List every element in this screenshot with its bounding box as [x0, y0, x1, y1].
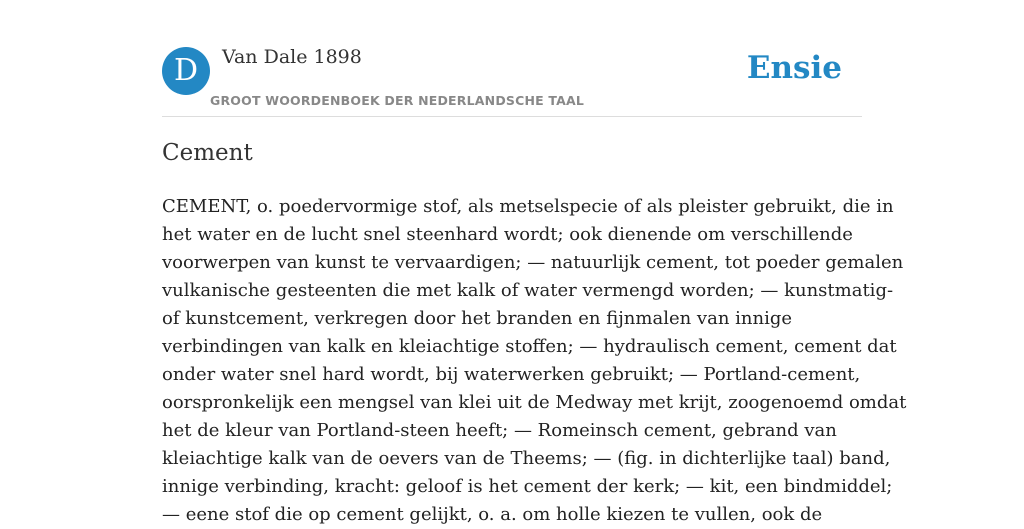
definition-line: oorspronkelijk een mengsel van klei uit de Medway met krijt, zoogenoemd omdat [162, 392, 907, 413]
definition-line: onder water snel hard wordt, bij waterwerken gebruikt; — Portland-cement, [162, 364, 861, 385]
definition-line: verbindingen van kalk en kleiachtige stoffen; — hydraulisch cement, cement dat [162, 336, 897, 357]
dictionary-subtitle: GROOT WOORDENBOEK DER NEDERLANDSCHE TAAL [210, 93, 585, 108]
definition-line: het de kleur van Portland-steen heeft; — Romeinsch cement, gebrand van [162, 420, 837, 441]
definition-line: kleiachtige kalk van de oevers van de Theems; — (fig. in dichterlijke taal) band, [162, 448, 891, 469]
definition-line: CEMENT, o. poedervormige stof, als metselspecie of als pleister gebruikt, die in [162, 196, 894, 217]
definition-line: of kunstcement, verkregen door het branden en fijnmalen van innige [162, 308, 793, 329]
dictionary-header [162, 46, 862, 117]
definition-line: innige verbinding, kracht: geloof is het cement der kerk; — kit, een bindmiddel; [162, 476, 893, 497]
definition-line: het water en de lucht snel steenhard wordt; ook dienende om verschillende [162, 224, 853, 245]
definition-line: vulkanische gesteenten die met kalk of water vermengd worden; — kunstmatig- [162, 280, 894, 301]
dictionary-title[interactable]: Van Dale 1898 [222, 46, 362, 68]
entry-title: Cement [162, 140, 253, 166]
entry-definition [162, 193, 907, 529]
definition-line: — eene stof die op cement gelijkt, o. a. om holle kiezen te vullen, ook de [162, 504, 823, 525]
dictionary-logo[interactable]: D [162, 47, 210, 95]
brand-logo[interactable]: Ensie [746, 50, 842, 86]
definition-line: voorwerpen van kunst te vervaardigen; — natuurlijk cement, tot poeder gemalen [162, 252, 904, 273]
